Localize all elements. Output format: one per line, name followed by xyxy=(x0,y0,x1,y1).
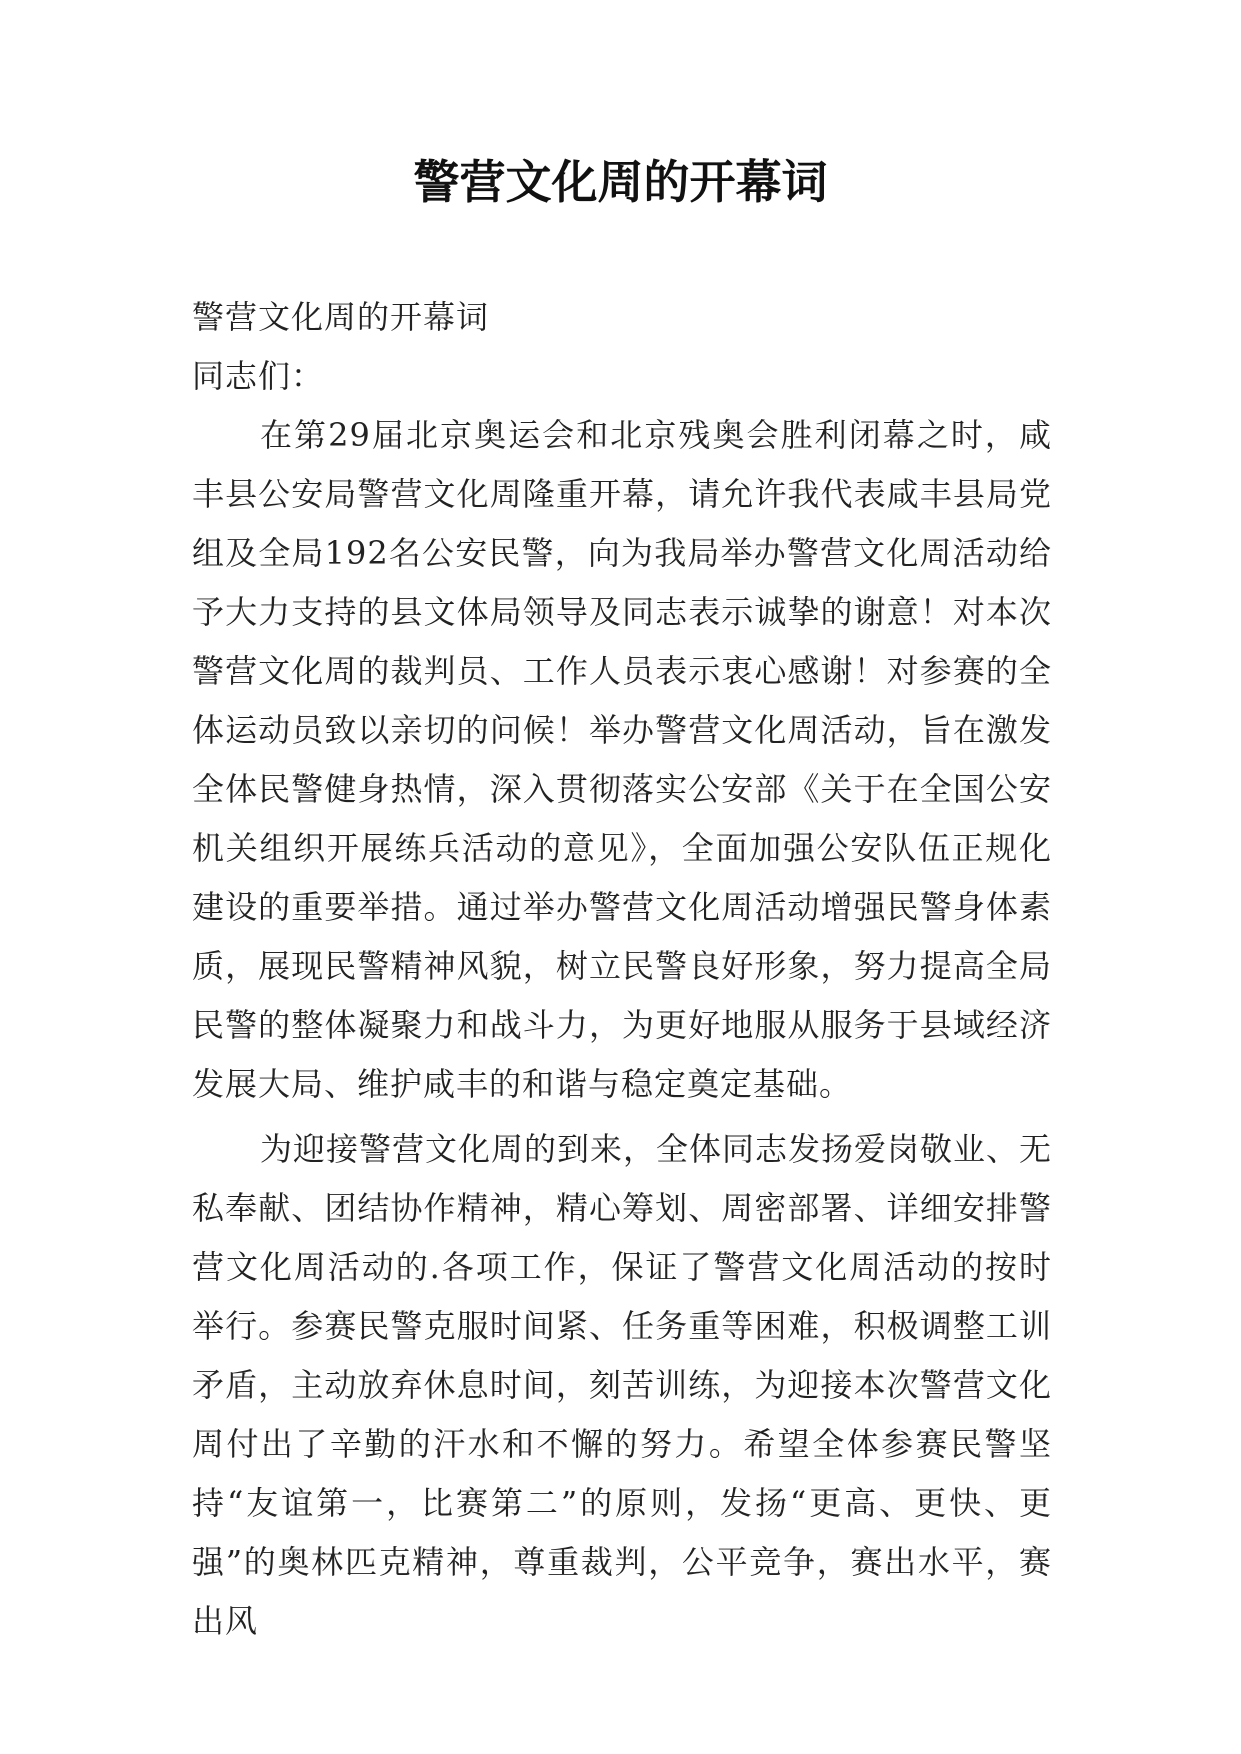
salutation: 同志们： xyxy=(192,357,325,395)
paragraph-1: 在第29届北京奥运会和北京残奥会胜利闭幕之时，咸丰县公安局警营文化周隆重开幕，请允许我代表咸丰县局党组及全局192名公安民警，向为我局举办警营文化周活动给予大力支持的县文体局领导及同志表示诚挚的谢意！对本次警营文化周的裁判员、工作人员表示衷心感谢！对参赛的全体运动员致以亲切的问候！举办警营文化周活动，旨在激发全体民警健身热情，深入贯彻落实公安部《关于在全国公安机关组织开展练兵活动的意见》，全面加强公安队伍正规化建设的重要举措。通过举办警营文化周活动增强民警身体素质，展现民警精神风貌，树立民警良好形象，努力提高全局民警的整体凝聚力和战斗力，为更好地服从服务于县域经济发展大局、维护咸丰的和谐与稳定奠定基础。 xyxy=(192,416,1052,1103)
document-title: 警营文化周的开幕词 xyxy=(413,155,828,209)
paragraph-2: 为迎接警营文化周的到来，全体同志发扬爱岗敬业、无私奉献、团结协作精神，精心筹划、周密部署、详细安排警营文化周活动的.各项工作，保证了警营文化周活动的按时举行。参赛民警克服时间紧、任务重等困难，积极调整工训矛盾，主动放弃休息时间，刻苦训练，为迎接本次警营文化周付出了辛勤的汗水和不懈的努力。希望全体参赛民警坚持“友谊第一，比赛第二”的原则，发扬“更高、更快、更强”的奥林匹克精神，尊重裁判，公平竞争，赛出水平，赛出风 xyxy=(192,1130,1053,1640)
document-body xyxy=(192,288,1052,1651)
document-subtitle: 警营文化周的开幕词 xyxy=(192,298,490,336)
